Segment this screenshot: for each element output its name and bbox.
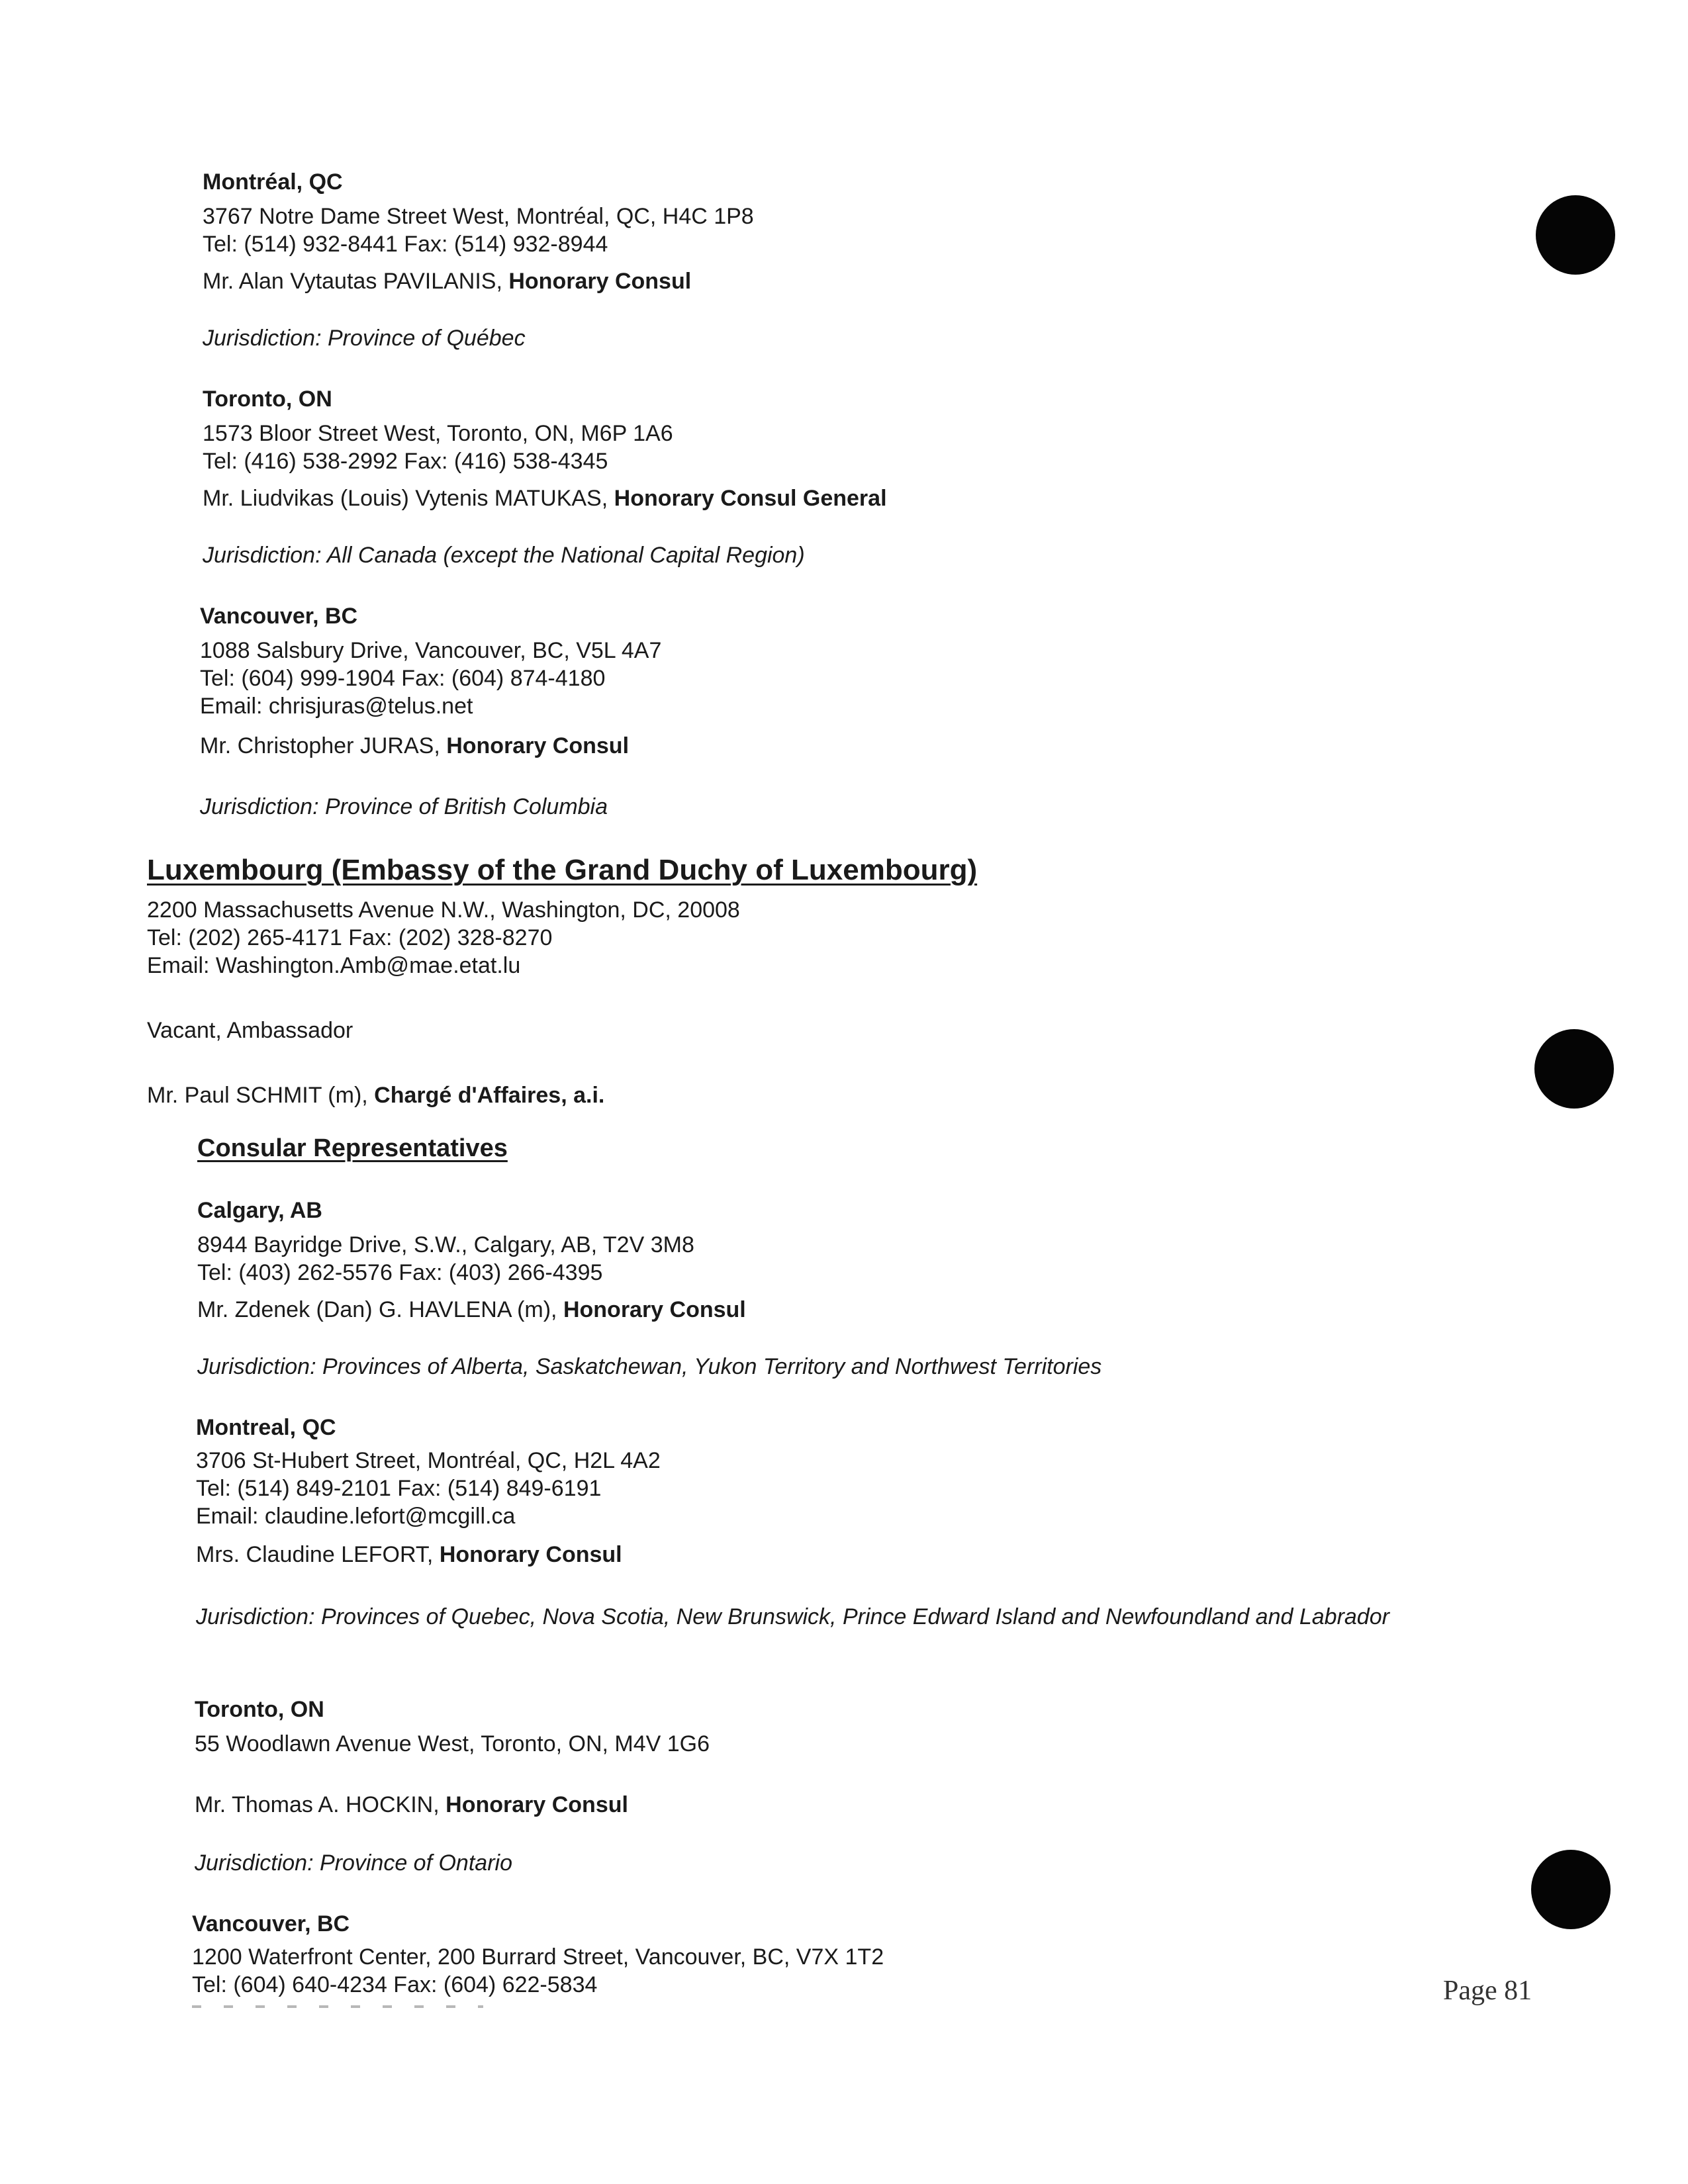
ambassador-line: Vacant, Ambassador: [147, 1018, 353, 1043]
consul-title: Honorary Consul: [439, 1542, 622, 1567]
embassy-phone-fax: Tel: (202) 265-4171 Fax: (202) 328-8270: [147, 925, 553, 950]
address: 3767 Notre Dame Street West, Montréal, QC, H4C 1P8: [203, 204, 754, 229]
address: 1088 Salsbury Drive, Vancouver, BC, V5L 4A7: [200, 638, 662, 663]
consul-title: Honorary Consul General: [614, 486, 887, 511]
phone-fax: Tel: (514) 849-2101 Fax: (514) 849-6191: [196, 1476, 602, 1501]
city-heading: Vancouver, BC: [200, 604, 358, 629]
city-heading: Montreal, QC: [196, 1415, 336, 1440]
consul-line: [203, 267, 691, 295]
punch-hole-middle: [1534, 1029, 1614, 1109]
consul-line: [200, 732, 629, 760]
consul-name: Mr. Liudvikas (Louis) Vytenis MATUKAS,: [203, 486, 614, 511]
address: 55 Woodlawn Avenue West, Toronto, ON, M4V 1G6: [195, 1731, 710, 1756]
address: 3706 St-Hubert Street, Montréal, QC, H2L 4A2: [196, 1448, 661, 1473]
consul-line: [195, 1791, 628, 1819]
consul-title: Honorary Consul: [446, 733, 630, 758]
consul-name: Mr. Zdenek (Dan) G. HAVLENA (m),: [197, 1297, 563, 1322]
page-number: Page 81: [1443, 1976, 1532, 2006]
consul-name: Mrs. Claudine LEFORT,: [196, 1542, 440, 1567]
charge-title: Chargé d'Affaires, a.i.: [374, 1083, 605, 1108]
embassy-email: Email: Washington.Amb@mae.etat.lu: [147, 953, 521, 978]
jurisdiction: Jurisdiction: Province of Ontario: [195, 1850, 512, 1876]
city-heading: Calgary, AB: [197, 1198, 322, 1223]
email: Email: claudine.lefort@mcgill.ca: [196, 1504, 516, 1529]
consul-title: Honorary Consul: [563, 1297, 746, 1322]
charge-name: Mr. Paul SCHMIT (m),: [147, 1083, 375, 1108]
consul-line: [197, 1296, 746, 1324]
jurisdiction: Jurisdiction: Provinces of Alberta, Saskatchewan, Yukon Territory and Northwest Territories: [197, 1354, 1102, 1379]
punch-hole-top: [1536, 195, 1615, 275]
city-heading: Vancouver, BC: [192, 1911, 350, 1936]
charge-line: [147, 1081, 604, 1109]
jurisdiction: Jurisdiction: Province of British Columbia: [200, 794, 608, 819]
consular-heading: Consular Representatives: [197, 1134, 508, 1162]
email: Email: chrisjuras@telus.net: [200, 694, 473, 719]
city-heading: Toronto, ON: [203, 387, 332, 412]
phone-fax: Tel: (514) 932-8441 Fax: (514) 932-8944: [203, 232, 608, 257]
consul-line: [196, 1541, 622, 1569]
phone-fax: Tel: (403) 262-5576 Fax: (403) 266-4395: [197, 1260, 603, 1285]
phone-fax: Tel: (604) 640-4234 Fax: (604) 622-5834: [192, 1972, 598, 1997]
consul-name: Mr. Thomas A. HOCKIN,: [195, 1792, 446, 1817]
jurisdiction: Jurisdiction: Province of Québec: [203, 326, 526, 351]
jurisdiction: Jurisdiction: All Canada (except the National Capital Region): [203, 543, 805, 568]
address: 8944 Bayridge Drive, S.W., Calgary, AB, T2V 3M8: [197, 1232, 694, 1257]
phone-fax: Tel: (604) 999-1904 Fax: (604) 874-4180: [200, 666, 606, 691]
city-heading: Toronto, ON: [195, 1697, 324, 1722]
address: 1200 Waterfront Center, 200 Burrard Street, Vancouver, BC, V7X 1T2: [192, 1944, 884, 1970]
jurisdiction: Jurisdiction: Provinces of Quebec, Nova Scotia, New Brunswick, Prince Edward Island and Newfoundland and Labrador: [196, 1604, 1389, 1629]
country-heading: Luxembourg (Embassy of the Grand Duchy of Luxembourg): [147, 854, 978, 886]
consul-title: Honorary Consul: [508, 269, 692, 294]
embassy-address: 2200 Massachusetts Avenue N.W., Washington, DC, 20008: [147, 897, 740, 923]
consul-line: [203, 484, 887, 512]
consul-title: Honorary Consul: [445, 1792, 628, 1817]
cut-off-text-line: [192, 2005, 483, 2008]
city-heading: Montréal, QC: [203, 169, 343, 195]
consul-name: Mr. Christopher JURAS,: [200, 733, 447, 758]
address: 1573 Bloor Street West, Toronto, ON, M6P 1A6: [203, 421, 673, 446]
consul-name: Mr. Alan Vytautas PAVILANIS,: [203, 269, 509, 294]
punch-hole-bottom: [1531, 1850, 1611, 1929]
phone-fax: Tel: (416) 538-2992 Fax: (416) 538-4345: [203, 449, 608, 474]
